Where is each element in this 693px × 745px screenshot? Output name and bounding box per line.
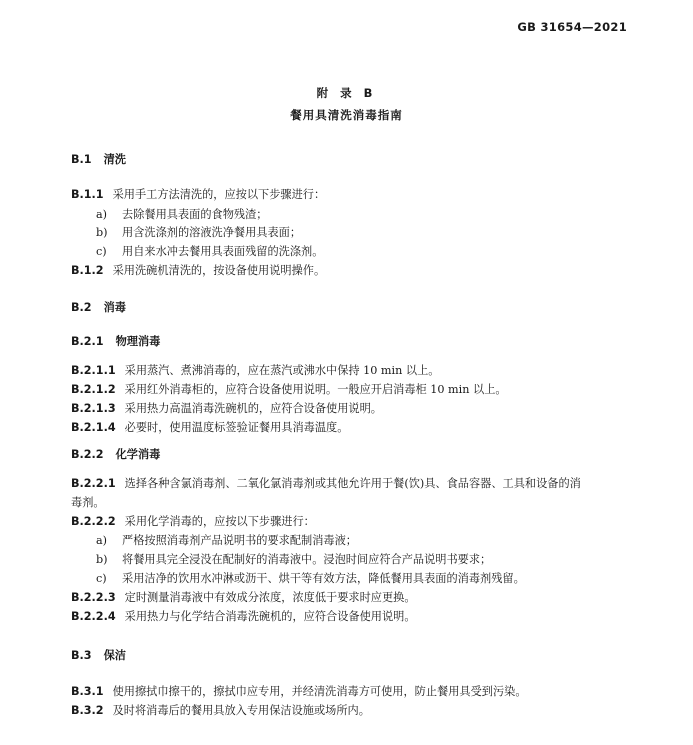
- subsection-b21-heading: [71, 335, 160, 349]
- clause-text: 采用红外消毒柜的，应符合设备使用说明。一般应开启消毒柜 10 min 以上。: [124, 383, 507, 396]
- list-text: 将餐用具完全浸没在配制好的消毒液中。浸泡时间应符合产品说明书要求；: [122, 553, 492, 566]
- clause-number: B.2.1.1: [71, 364, 116, 377]
- clause-number: B.2.2.4: [71, 610, 116, 623]
- clause-text: 及时将消毒后的餐用具放入专用保洁设施或场所内。: [112, 704, 370, 717]
- section-title: 清洗: [103, 153, 126, 166]
- clause-number: B.2.2.3: [71, 591, 116, 604]
- clause-b224: [71, 610, 416, 624]
- section-b3-heading: [71, 649, 126, 663]
- clause-b221: [71, 477, 581, 491]
- clause-b212: [71, 383, 507, 397]
- clause-text: 采用热力高温消毒洗碗机的，应符合设备使用说明。: [124, 402, 382, 415]
- clause-b221-continuation: 毒剂。: [71, 496, 105, 509]
- clause-number: B.3.2: [71, 704, 104, 717]
- section-b2-heading: [71, 301, 126, 315]
- clause-b211: [71, 364, 439, 378]
- clause-number: B.2.1.4: [71, 421, 116, 434]
- clause-b11: [71, 188, 325, 202]
- clause-b31: [71, 685, 527, 699]
- section-title: 保洁: [103, 649, 126, 662]
- clause-b222: [71, 515, 315, 529]
- clause-number: B.2.1.2: [71, 383, 116, 396]
- list-label: c): [96, 245, 107, 258]
- section-b1-heading: [71, 153, 126, 167]
- list-item: [96, 572, 525, 586]
- list-label: b): [96, 226, 108, 239]
- clause-b213: [71, 402, 382, 416]
- appendix-title: 附 录 B: [316, 86, 377, 100]
- list-item: [96, 226, 301, 240]
- clause-number: B.3.1: [71, 685, 104, 698]
- list-item: [96, 534, 357, 548]
- section-title: 消毒: [103, 301, 126, 314]
- clause-text: 采用洗碗机清洗的，按设备使用说明操作。: [112, 264, 326, 277]
- list-item: [96, 245, 323, 259]
- subsection-b22-heading: [71, 448, 160, 462]
- list-label: a): [96, 534, 108, 547]
- clause-number: B.2.2.2: [71, 515, 116, 528]
- list-label: a): [96, 208, 108, 221]
- clause-text: 采用蒸汽、煮沸消毒的，应在蒸汽或沸水中保持 10 min 以上。: [124, 364, 440, 377]
- list-text: 采用洁净的饮用水冲淋或沥干、烘干等有效方法，降低餐用具表面的消毒剂残留。: [122, 572, 525, 585]
- list-text: 用自来水冲去餐用具表面残留的洗涤剂。: [122, 245, 324, 258]
- standard-number: GB 31654—2021: [517, 20, 627, 34]
- list-item: [96, 553, 491, 567]
- list-text: 用含洗涤剂的溶液洗净餐用具表面；: [122, 226, 302, 239]
- clause-text: 定时测量消毒液中有效成分浓度，浓度低于要求时应更换。: [124, 591, 416, 604]
- clause-text: 采用化学消毒的，应按以下步骤进行：: [124, 515, 315, 528]
- clause-b12: [71, 264, 325, 278]
- clause-b223: [71, 591, 416, 605]
- list-text: 去除餐用具表面的食物残渣；: [122, 208, 268, 221]
- clause-text: 采用手工方法清洗的，应按以下步骤进行：: [112, 188, 326, 201]
- clause-text: 使用擦拭巾擦干的，擦拭巾应专用，并经清洗消毒方可使用，防止餐用具受到污染。: [112, 685, 527, 698]
- clause-number: B.2.1.3: [71, 402, 116, 415]
- list-item: [96, 208, 267, 222]
- clause-number: B.2.2.1: [71, 477, 116, 490]
- section-number: B.1: [71, 153, 92, 166]
- appendix-name: 餐用具清洗消毒指南: [290, 108, 403, 122]
- subsection-number: B.2.1: [71, 335, 104, 348]
- clause-text: 采用热力与化学结合消毒洗碗机的，应符合设备使用说明。: [124, 610, 416, 623]
- list-label: c): [96, 572, 107, 585]
- clause-number: B.1.2: [71, 264, 104, 277]
- clause-text: 必要时，使用温度标签验证餐用具消毒温度。: [124, 421, 349, 434]
- clause-b214: [71, 421, 348, 435]
- subsection-title: 物理消毒: [115, 335, 161, 348]
- section-number: B.2: [71, 301, 92, 314]
- section-number: B.3: [71, 649, 92, 662]
- clause-text: 选择各种含氯消毒剂、二氧化氯消毒剂或其他允许用于餐(饮)具、食品容器、工具和设备的消: [124, 477, 581, 490]
- list-text: 严格按照消毒剂产品说明书的要求配制消毒液；: [122, 534, 357, 547]
- clause-number: B.1.1: [71, 188, 104, 201]
- list-label: b): [96, 553, 108, 566]
- clause-b32: [71, 704, 370, 718]
- subsection-title: 化学消毒: [115, 448, 161, 461]
- subsection-number: B.2.2: [71, 448, 104, 461]
